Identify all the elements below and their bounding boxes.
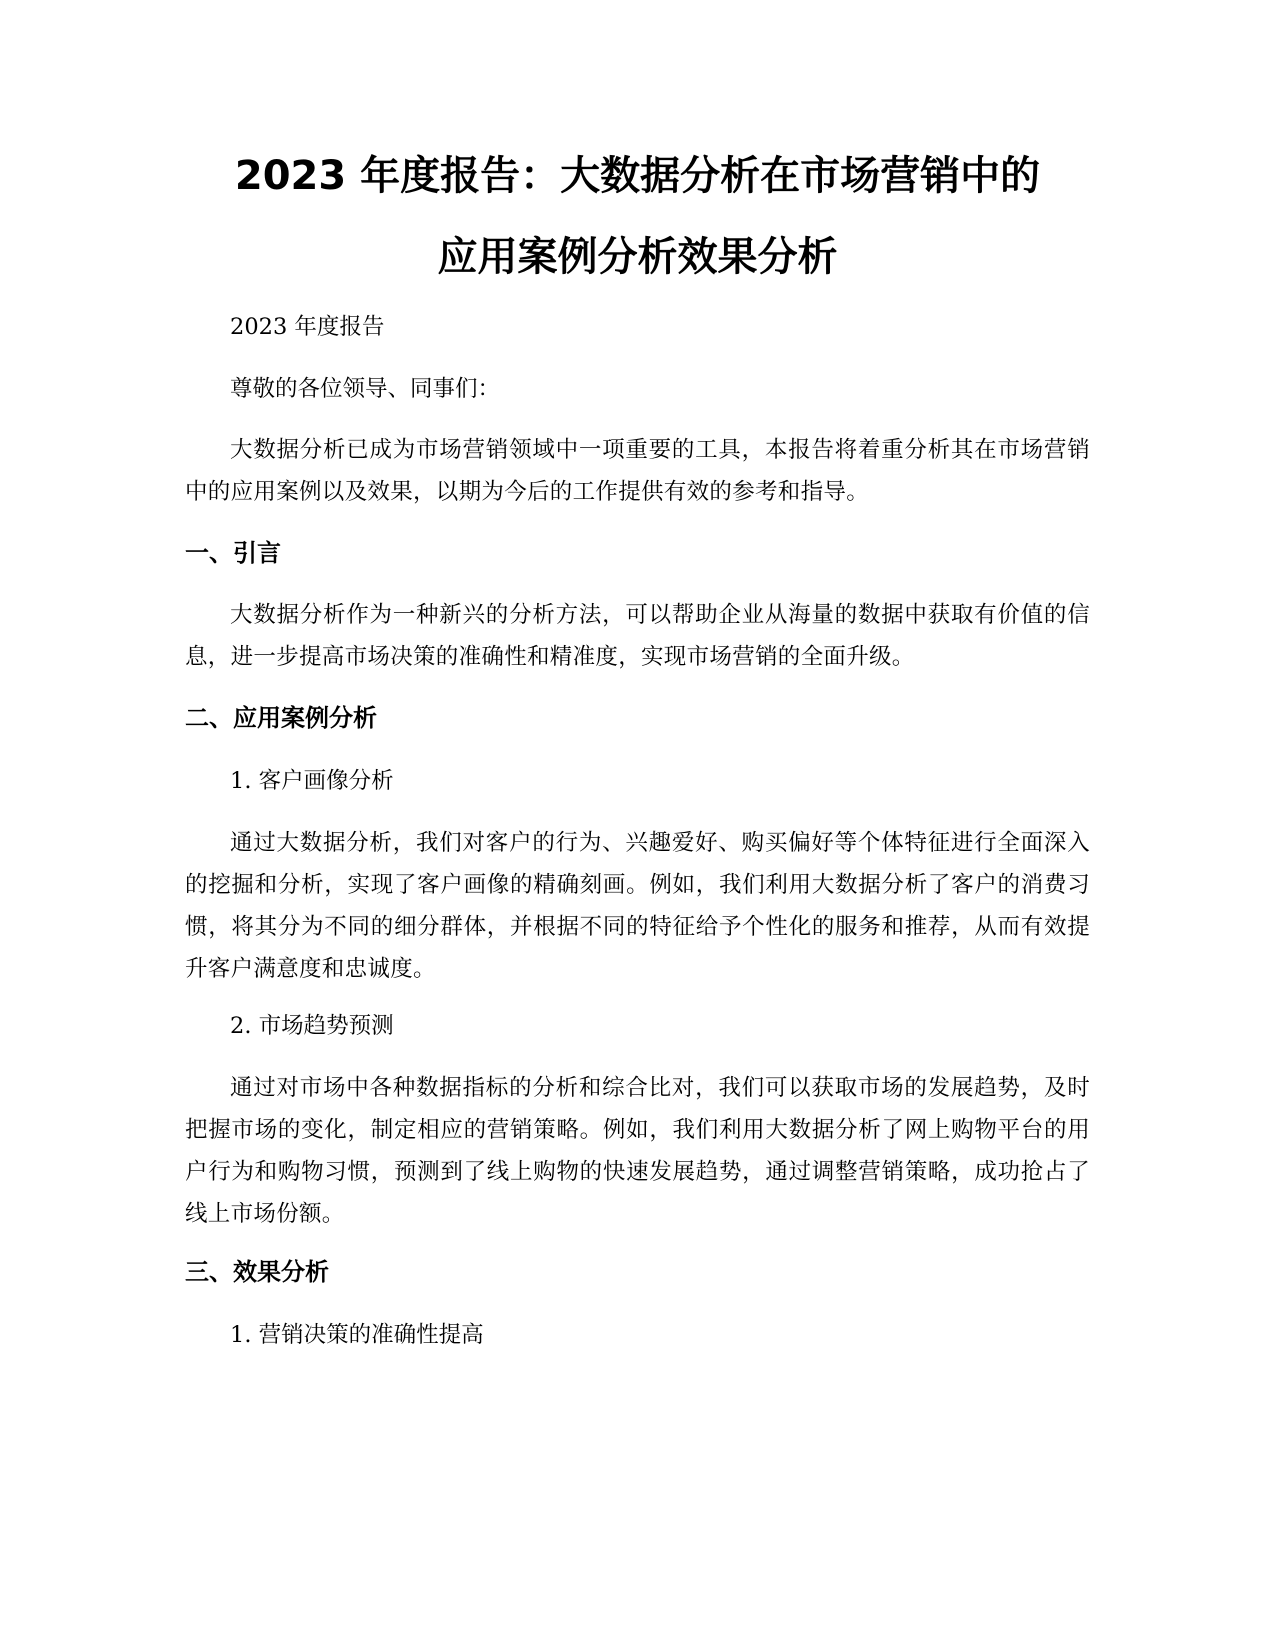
- intro-paragraph: 大数据分析已成为市场营销领域中一项重要的工具，本报告将着重分析其在市场营销中的应用案例以及效果，以期为今后的工作提供有效的参考和指导。: [185, 437, 1090, 505]
- introduction-paragraph: 大数据分析作为一种新兴的分析方法，可以帮助企业从海量的数据中获取有价值的信息，进一步提高市场决策的准确性和精准度，实现市场营销的全面升级。: [185, 602, 1090, 670]
- greeting: 尊敬的各位领导、同事们：: [230, 376, 501, 402]
- document-title-line-2: 应用案例分析效果分析: [437, 234, 838, 280]
- subsection-title-customer-profile: 1. 客户画像分析: [230, 768, 394, 794]
- subsection-title-decision-accuracy: 1. 营销决策的准确性提高: [230, 1322, 484, 1348]
- customer-profile-paragraph: 通过大数据分析，我们对客户的行为、兴趣爱好、购买偏好等个体特征进行全面深入的挖掘和分析，实现了客户画像的精确刻画。例如，我们利用大数据分析了客户的消费习惯，将其分为不同的细分群体，并根据不同的特征给予个性化的服务和推荐，从而有效提升客户满意度和忠诚度。: [185, 830, 1090, 982]
- section-heading-effect-analysis: 三、效果分析: [185, 1258, 329, 1286]
- document-page: [185, 0, 1090, 1650]
- section-heading-introduction: 一、引言: [185, 539, 281, 567]
- document-title-line-1: 2023 年度报告：大数据分析在市场营销中的: [234, 153, 1041, 199]
- section-heading-case-analysis: 二、应用案例分析: [185, 704, 377, 732]
- subsection-title-market-trend: 2. 市场趋势预测: [230, 1013, 394, 1039]
- report-label: 2023 年度报告: [230, 314, 385, 340]
- market-trend-paragraph: 通过对市场中各种数据指标的分析和综合比对，我们可以获取市场的发展趋势，及时把握市场的变化，制定相应的营销策略。例如，我们利用大数据分析了网上购物平台的用户行为和购物习惯，预测到了线上购物的快速发展趋势，通过调整营销策略，成功抢占了线上市场份额。: [185, 1075, 1090, 1227]
